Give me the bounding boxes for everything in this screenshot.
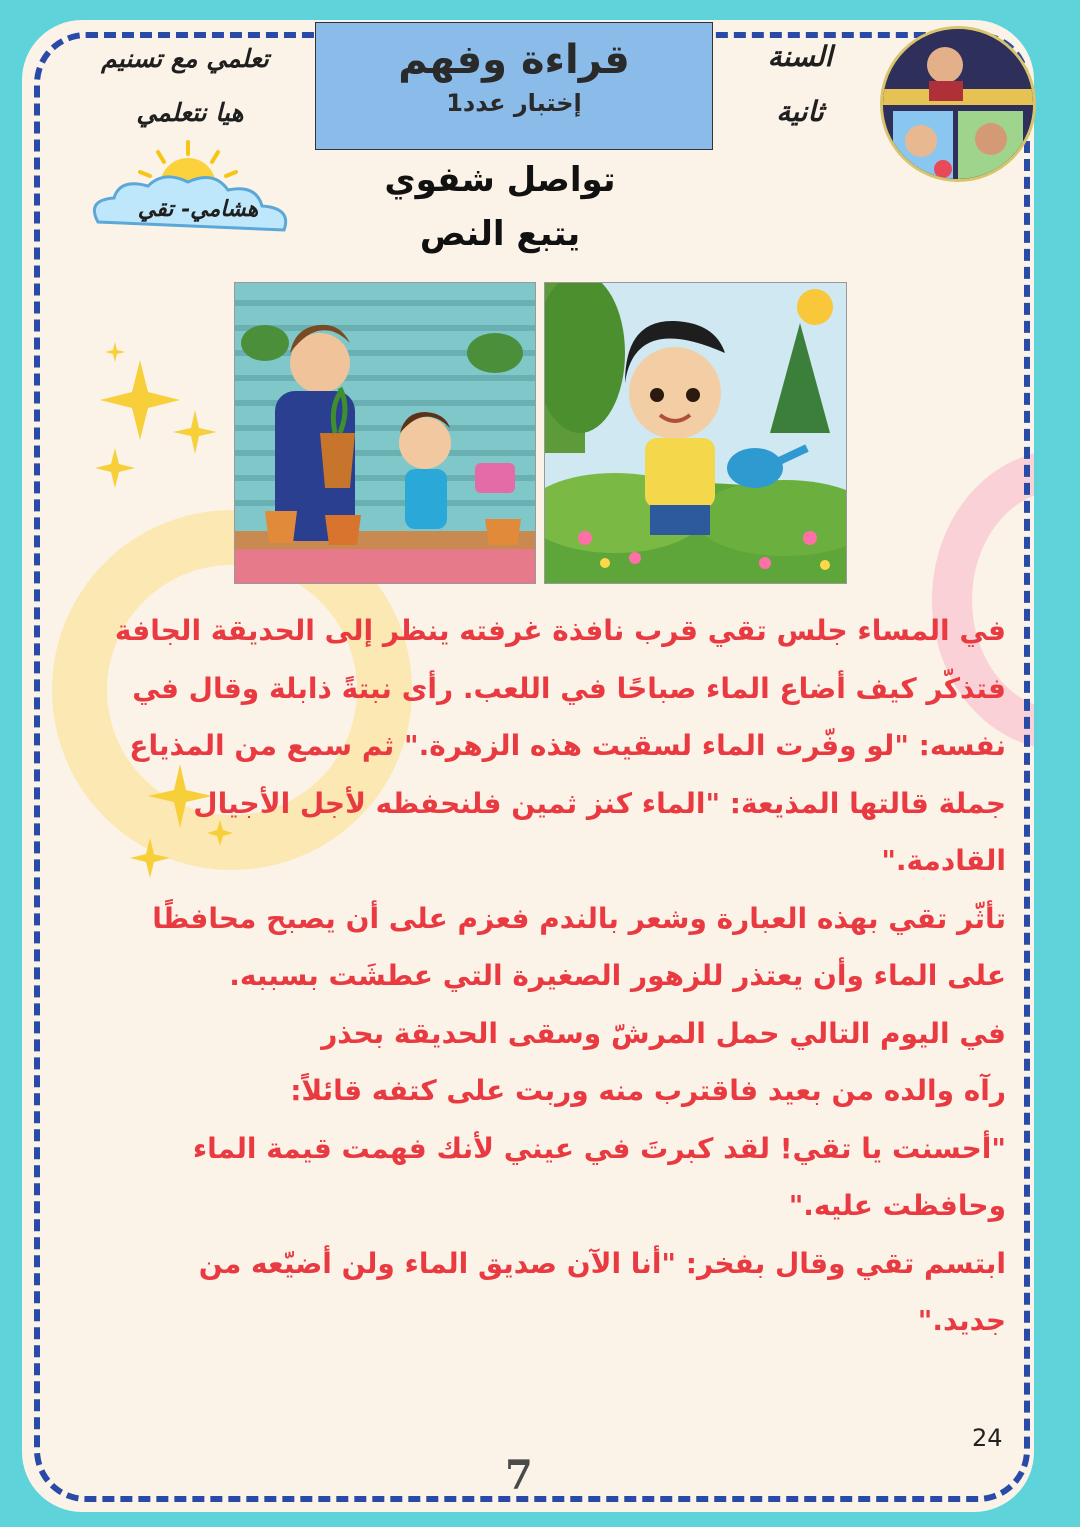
father-son-plants-picture <box>234 282 536 584</box>
grade-label: السنة <box>767 40 833 73</box>
page-number: 24 <box>972 1424 1003 1452</box>
story-paragraph: ابتسم تقي وقال بفخر: "أنا الآن صديق الماء ولن أضيّعه من جديد." <box>198 1246 1006 1337</box>
cloud-label: هشامي- تقي <box>137 196 259 222</box>
channel-name: تعلمي مع تسنيم <box>101 44 269 73</box>
channel-slogan: هيا نتعلمي <box>136 98 244 127</box>
section-title: تواصل شفوي <box>384 160 616 200</box>
sheet-number: 7 <box>505 1452 533 1499</box>
grade-value: ثانية <box>776 95 824 128</box>
sun-cloud-icon <box>78 140 318 240</box>
sparkles-icon <box>95 340 225 500</box>
story-paragraph: تأثّر تقي بهذه العبارة وشعر بالندم فعزم على أن يصبح محافظًا على الماء وأن يعتذر للزهور الصغيرة التي عطشَت بسببه. <box>152 901 1006 992</box>
logo-illustration-icon <box>883 29 1033 179</box>
story-paragraph: في المساء جلس تقي قرب نافذة غرفته ينظر إلى الحديقة الجافة فتذكّر كيف أضاع الماء صباحًا في اللعب. رأى نبتةً ذابلة وقال في نفسه: "لو وفّرت الماء لسقيت هذه الزهرة." ثم سمع من المذياع جملة قالتها المذيعة: "الماء كنز ثمين فلنحفظه لأجل الأجيال القادمة." <box>114 614 1006 877</box>
header-title: قراءة وفهم <box>398 37 630 83</box>
story-paragraph: "أحسنت يا تقي! لقد كبرتَ في عيني لأنك فهمت قيمة الماء وحافظت عليه." <box>192 1131 1006 1222</box>
header-subtitle: إختبار عدد1 <box>446 89 582 117</box>
story-paragraph: في اليوم التالي حمل المرشّ وسقى الحديقة بحذر <box>321 1016 1006 1050</box>
story-text <box>110 602 1006 1350</box>
story-paragraph: رآه والده من بعيد فاقترب منه وربت على كتفه قائلاً: <box>290 1074 1006 1107</box>
header-box <box>315 22 713 150</box>
section-subtitle: يتبع النص <box>419 214 581 254</box>
boy-watering-garden-picture <box>544 282 847 584</box>
channel-logo <box>880 26 1036 182</box>
